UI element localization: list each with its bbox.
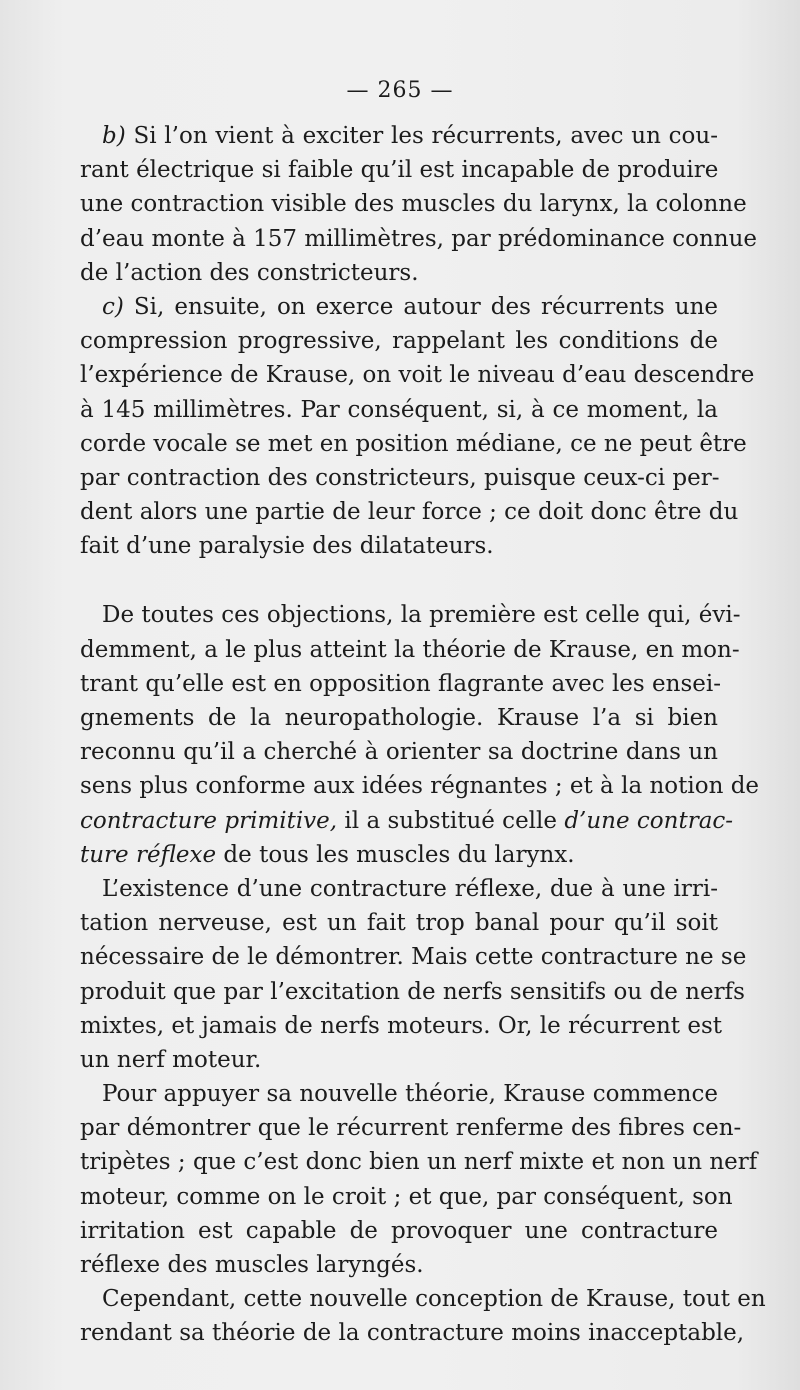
text-line: réflexe des muscles laryngés. <box>80 1252 424 1278</box>
text-line <box>80 838 718 872</box>
text-line: Pour appuyer sa nouvelle théorie, Krause commence <box>102 1081 718 1108</box>
text-line <box>80 119 718 153</box>
text-line: corde vocale se met en position médiane, ce ne peut être <box>80 430 747 457</box>
text-line: à 145 millimètres. Par conséquent, si, à ce moment, la <box>80 396 718 423</box>
italic-phrase: ture réflexe <box>80 841 217 868</box>
text-line: sens plus conforme aux idées régnantes ; et à la notion de <box>80 773 760 800</box>
section-gap <box>80 563 718 598</box>
text-line: trant qu’elle est en opposition flagrante avec les ensei- <box>80 670 722 697</box>
line-text: il a substitué celle <box>337 807 565 834</box>
paragraph-pour-appuyer <box>80 1077 758 1282</box>
text-line: par contraction des constricteurs, puisque ceux-ci per- <box>80 464 720 491</box>
text-line: compression progressive, rappelant les conditions de <box>80 328 718 355</box>
text-line: irritation est capable de provoquer une contracture <box>80 1217 718 1244</box>
text-line: d’eau monte à 157 millimètres, par prédominance connue <box>80 225 758 252</box>
text-line: Cependant, cette nouvelle conception de Krause, tout en <box>102 1286 766 1313</box>
line-text: Si, ensuite, on exerce autour des récurrents une <box>123 293 718 320</box>
text-line: produit que par l’excitation de nerfs sensitifs ou de nerfs <box>80 978 745 1005</box>
text-line: tation nerveuse, est un fait trop banal pour qu’il soit <box>80 910 718 937</box>
paragraph-existence <box>80 872 747 1077</box>
text-line: gnements de la neuropathologie. Krause l’a si bien <box>80 705 718 731</box>
text-line: nécessaire de le démontrer. Mais cette contracture ne se <box>80 944 747 971</box>
text-line <box>80 290 718 324</box>
text-line: un nerf moteur. <box>80 1046 262 1073</box>
text-line: l’expérience de Krause, on voit le niveau d’eau descendre <box>80 362 755 389</box>
text-line: reconnu qu’il a cherché à orienter sa doctrine dans un <box>80 739 718 766</box>
text-line: mixtes, et jamais de nerfs moteurs. Or, le récurrent est <box>80 1012 723 1039</box>
text-line: L’existence d’une contracture réflexe, due à une irri- <box>102 875 718 902</box>
text-line: fait d’une paralysie des dilatateurs. <box>80 533 494 560</box>
text-line: De toutes ces objections, la première est celle qui, évi- <box>102 602 741 629</box>
line-text: de tous les muscles du larynx. <box>216 841 575 868</box>
line-text: Si l’on vient à exciter les récurrents, avec un cou- <box>125 123 718 149</box>
text-line: dent alors une partie de leur force ; ce doit donc être du <box>80 499 739 526</box>
italic-phrase: d’une contrac- <box>564 807 734 834</box>
text-line: rendant sa théorie de la contracture moins inacceptable, <box>80 1320 745 1347</box>
text-line: une contraction visible des muscles du larynx, la colonne <box>80 191 747 218</box>
paragraph-cependant <box>80 1282 766 1350</box>
paragraph-c <box>80 290 755 564</box>
text-line: de l’action des constricteurs. <box>80 259 419 286</box>
text-line: demment, a le plus atteint la théorie de Krause, en mon- <box>80 636 740 663</box>
text-line: par démontrer que le récurrent renferme des fibres cen- <box>80 1115 742 1142</box>
italic-phrase: contracture primitive, <box>80 807 338 834</box>
body-text <box>80 119 766 1351</box>
text-line: tripètes ; que c’est donc bien un nerf mixte et non un nerf <box>80 1149 758 1176</box>
item-marker: b) <box>102 123 126 149</box>
text-line: rant électrique si faible qu’il est incapable de produire <box>80 157 719 184</box>
page-number: — 265 — <box>346 78 454 103</box>
paragraph-b <box>80 119 758 290</box>
paragraph-objections <box>80 598 760 872</box>
text-line: moteur, comme on le croit ; et que, par conséquent, son <box>80 1183 733 1210</box>
item-marker: c) <box>102 293 124 320</box>
text-line <box>80 804 734 838</box>
